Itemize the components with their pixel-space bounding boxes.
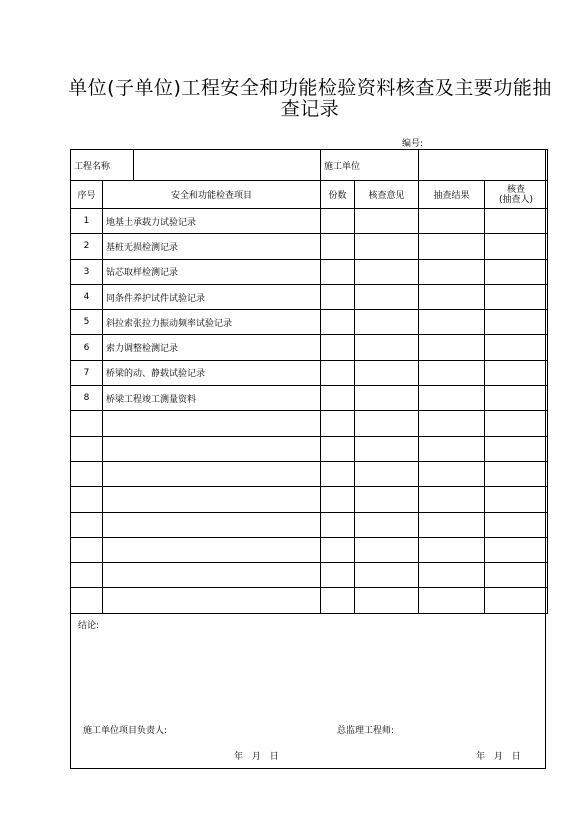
row-checker-cell[interactable] <box>485 386 548 411</box>
row-copies-cell[interactable] <box>321 209 355 234</box>
row-no <box>71 563 103 588</box>
row-no: 8 <box>71 386 103 411</box>
row-result-cell[interactable] <box>419 461 485 486</box>
row-checker-cell[interactable] <box>485 537 548 562</box>
table-row <box>71 284 548 309</box>
row-checker-cell[interactable] <box>485 234 548 259</box>
row-checker-cell[interactable] <box>485 436 548 461</box>
header-row <box>71 181 548 209</box>
row-no <box>71 487 103 512</box>
project-name-label: 工程名称 <box>71 150 134 181</box>
row-item: 同条件养护试件试验记录 <box>103 284 321 309</box>
table-row <box>71 588 548 613</box>
row-no: 3 <box>71 259 103 284</box>
table-row <box>71 487 548 512</box>
table-row <box>71 360 548 385</box>
row-opinion-cell[interactable] <box>355 537 419 562</box>
col-header-checker <box>485 181 548 209</box>
row-item: 基桩无损检测记录 <box>103 234 321 259</box>
row-copies-cell[interactable] <box>321 386 355 411</box>
row-item: 地基土承载力试验记录 <box>103 209 321 234</box>
row-opinion-cell[interactable] <box>355 360 419 385</box>
table-row <box>71 461 548 486</box>
row-copies-cell[interactable] <box>321 234 355 259</box>
row-result-cell[interactable] <box>419 360 485 385</box>
row-result-cell[interactable] <box>419 386 485 411</box>
row-result-cell[interactable] <box>419 234 485 259</box>
row-result-cell[interactable] <box>419 563 485 588</box>
row-checker-cell[interactable] <box>485 310 548 335</box>
checker-line1: 核查 <box>507 184 526 195</box>
row-result-cell[interactable] <box>419 436 485 461</box>
row-checker-cell[interactable] <box>485 335 548 360</box>
table-row <box>71 310 548 335</box>
row-checker-cell[interactable] <box>485 563 548 588</box>
row-item: 桥梁工程竣工测量资料 <box>103 386 321 411</box>
row-result-cell[interactable] <box>419 588 485 613</box>
row-result-cell[interactable] <box>419 284 485 309</box>
row-copies-cell[interactable] <box>321 259 355 284</box>
table-row <box>71 537 548 562</box>
row-item: 索力调整检测记录 <box>103 335 321 360</box>
project-info-row <box>71 150 548 181</box>
row-checker-cell[interactable] <box>485 512 548 537</box>
chief-supervisor-label: 总监理工程师: <box>337 726 395 736</box>
row-copies-cell[interactable] <box>321 537 355 562</box>
row-opinion-cell[interactable] <box>355 234 419 259</box>
row-opinion-cell[interactable] <box>355 411 419 436</box>
row-opinion-cell[interactable] <box>355 436 419 461</box>
row-item: 斜拉索张拉力振动频率试验记录 <box>103 310 321 335</box>
row-copies-cell[interactable] <box>321 436 355 461</box>
row-opinion-cell[interactable] <box>355 588 419 613</box>
table-row <box>71 563 548 588</box>
row-copies-cell[interactable] <box>321 588 355 613</box>
row-copies-cell[interactable] <box>321 461 355 486</box>
row-result-cell[interactable] <box>419 537 485 562</box>
row-checker-cell[interactable] <box>485 284 548 309</box>
row-opinion-cell[interactable] <box>355 259 419 284</box>
row-item: 桥梁的动、静载试验记录 <box>103 360 321 385</box>
row-copies-cell[interactable] <box>321 284 355 309</box>
row-copies-cell[interactable] <box>321 411 355 436</box>
row-checker-cell[interactable] <box>485 360 548 385</box>
construction-unit-field[interactable] <box>419 150 548 181</box>
row-checker-cell[interactable] <box>485 411 548 436</box>
row-result-cell[interactable] <box>419 487 485 512</box>
row-opinion-cell[interactable] <box>355 563 419 588</box>
col-header-copies: 份数 <box>321 181 355 209</box>
table-row <box>71 335 548 360</box>
row-no: 6 <box>71 335 103 360</box>
table-row <box>71 234 548 259</box>
table-row <box>71 411 548 436</box>
row-result-cell[interactable] <box>419 259 485 284</box>
row-item <box>103 512 321 537</box>
row-opinion-cell[interactable] <box>355 335 419 360</box>
row-checker-cell[interactable] <box>485 487 548 512</box>
checker-line2: (抽查人) <box>499 194 534 205</box>
row-no <box>71 588 103 613</box>
construction-unit-label: 施工单位 <box>321 150 419 181</box>
col-header-result: 抽查结果 <box>419 181 485 209</box>
row-opinion-cell[interactable] <box>355 310 419 335</box>
row-no: 2 <box>71 234 103 259</box>
row-opinion-cell[interactable] <box>355 487 419 512</box>
table-row <box>71 209 548 234</box>
row-no: 7 <box>71 360 103 385</box>
row-no <box>71 411 103 436</box>
row-no: 5 <box>71 310 103 335</box>
row-no <box>71 436 103 461</box>
row-opinion-cell[interactable] <box>355 512 419 537</box>
row-no <box>71 537 103 562</box>
row-copies-cell[interactable] <box>321 360 355 385</box>
row-result-cell[interactable] <box>419 310 485 335</box>
row-checker-cell[interactable] <box>485 461 548 486</box>
table-row <box>71 259 548 284</box>
row-opinion-cell[interactable] <box>355 284 419 309</box>
contractor-manager-label: 施工单位项目负责人: <box>83 726 168 736</box>
row-item <box>103 411 321 436</box>
row-item <box>103 487 321 512</box>
row-item <box>103 563 321 588</box>
row-result-cell[interactable] <box>419 335 485 360</box>
row-item <box>103 537 321 562</box>
row-checker-cell[interactable] <box>485 209 548 234</box>
row-result-cell[interactable] <box>419 209 485 234</box>
row-opinion-cell[interactable] <box>355 461 419 486</box>
row-checker-cell[interactable] <box>485 259 548 284</box>
table-row <box>71 386 548 411</box>
inspection-table <box>70 149 548 614</box>
row-no: 1 <box>71 209 103 234</box>
table-row <box>71 436 548 461</box>
row-opinion-cell[interactable] <box>355 209 419 234</box>
row-no <box>71 461 103 486</box>
conclusion-label: 结论: <box>78 621 100 631</box>
row-item <box>103 461 321 486</box>
contractor-date: 年 月 日 <box>234 752 279 762</box>
row-copies-cell[interactable] <box>321 487 355 512</box>
row-result-cell[interactable] <box>419 411 485 436</box>
row-item <box>103 436 321 461</box>
code-label: 编号: <box>402 139 424 149</box>
supervisor-date: 年 月 日 <box>476 752 521 762</box>
row-checker-cell[interactable] <box>485 588 548 613</box>
row-no <box>71 512 103 537</box>
row-copies-cell[interactable] <box>321 310 355 335</box>
col-header-item: 安全和功能检查项目 <box>103 181 321 209</box>
row-copies-cell[interactable] <box>321 512 355 537</box>
row-copies-cell[interactable] <box>321 563 355 588</box>
row-opinion-cell[interactable] <box>355 386 419 411</box>
page-title: 单位(子单位)工程安全和功能检验资料核查及主要功能抽查记录 <box>68 77 552 120</box>
row-copies-cell[interactable] <box>321 335 355 360</box>
row-item <box>103 588 321 613</box>
col-header-opinion: 核查意见 <box>355 181 419 209</box>
table-row <box>71 512 548 537</box>
row-item: 钻芯取样检测记录 <box>103 259 321 284</box>
row-no: 4 <box>71 284 103 309</box>
col-header-no: 序号 <box>71 181 103 209</box>
project-name-field[interactable] <box>134 150 321 181</box>
row-result-cell[interactable] <box>419 512 485 537</box>
